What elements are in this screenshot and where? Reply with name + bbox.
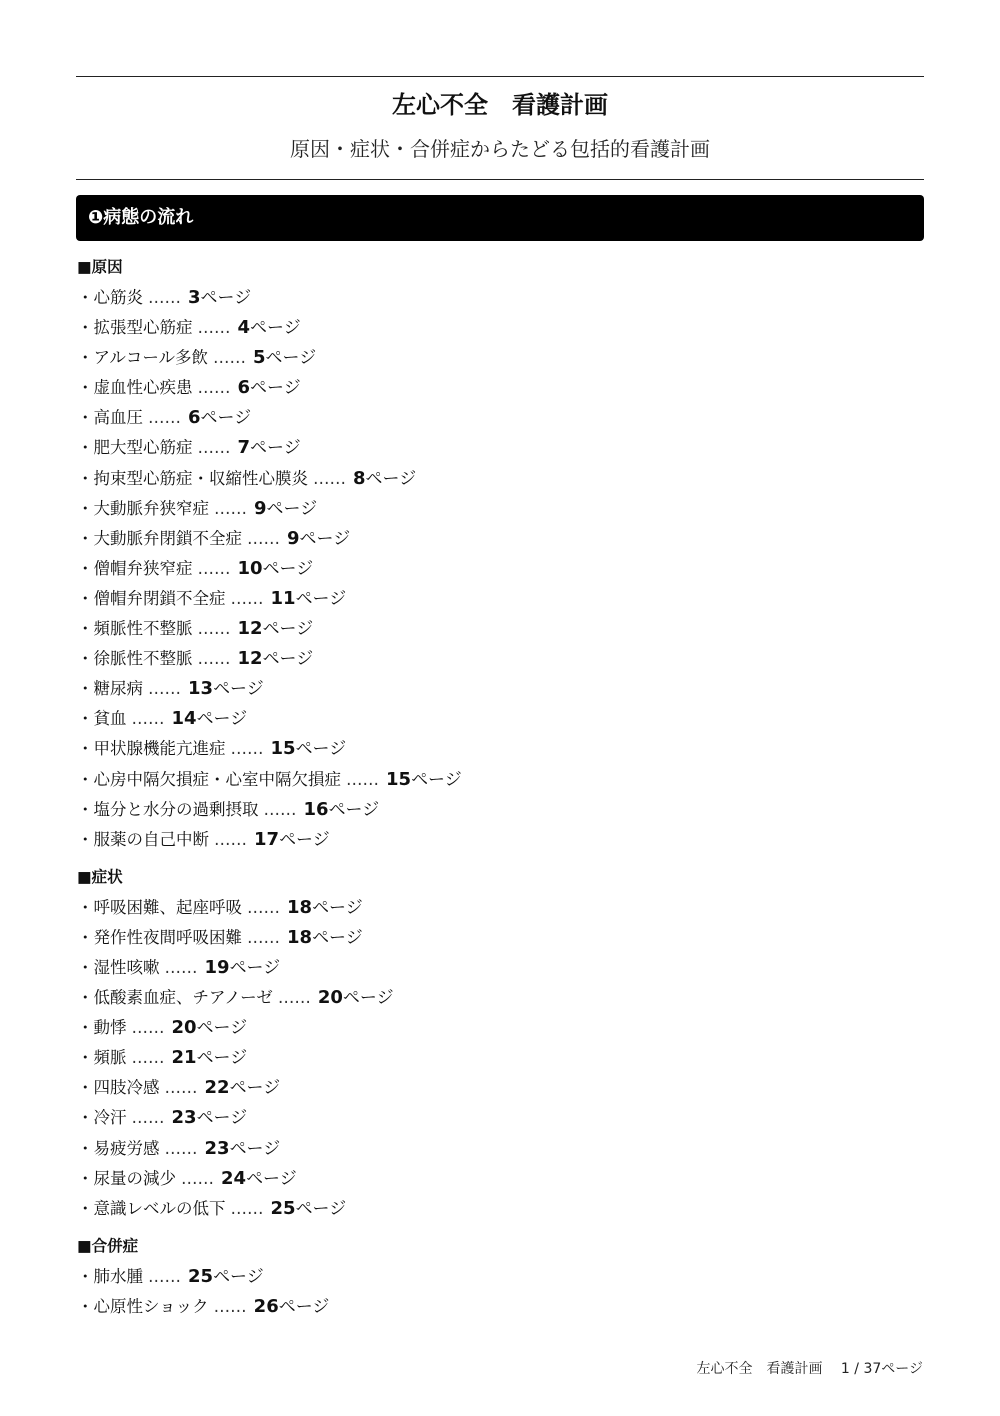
entry-label: アルコール多飲: [93, 348, 209, 368]
page-number: 18: [287, 896, 313, 918]
page-suffix: ページ: [229, 1078, 281, 1099]
toc-entry: [77, 313, 923, 343]
entry-label: 易疲労感: [93, 1138, 160, 1158]
toc-group: [77, 867, 923, 1224]
section-heading-bar: [76, 195, 924, 241]
list-bullet: ・: [77, 588, 94, 608]
page-reference[interactable]: [205, 1139, 281, 1159]
page-suffix: ページ: [196, 709, 248, 730]
toc-entry: [77, 1292, 923, 1322]
page-reference[interactable]: [172, 709, 248, 729]
toc-entry: [77, 464, 923, 494]
page-number: 13: [188, 678, 214, 700]
list-bullet: ・: [77, 1198, 94, 1218]
entry-label: 拡張型心筋症: [93, 318, 193, 338]
toc-entry: [77, 403, 923, 433]
dot-leader: ……: [148, 679, 181, 699]
dot-leader: ……: [214, 498, 247, 518]
dot-leader: ……: [197, 378, 231, 398]
entry-label: 心房中隔欠損症・心室中隔欠損症: [93, 769, 341, 789]
page-suffix: ページ: [196, 1108, 248, 1129]
page-reference[interactable]: [238, 318, 301, 338]
dot-leader: ……: [277, 988, 311, 1008]
toc-entry: [77, 524, 923, 554]
page-number: 23: [204, 1137, 230, 1159]
page-suffix: ページ: [295, 1198, 347, 1219]
dot-leader: ……: [148, 408, 181, 428]
toc-entry: [77, 614, 923, 644]
page-number: 18: [287, 926, 313, 948]
group-heading: ■原因: [77, 258, 123, 276]
page-number: 25: [270, 1197, 296, 1219]
page-suffix: ページ: [229, 1138, 281, 1159]
entry-label: 貧血: [93, 709, 127, 729]
page-number: 3: [188, 287, 201, 308]
entry-label: 心原性ショック: [93, 1296, 209, 1316]
list-bullet: ・: [77, 739, 94, 759]
dot-leader: ……: [131, 1108, 165, 1128]
document-title: 左心不全 看護計画: [392, 91, 608, 119]
toc-entry: [77, 343, 923, 373]
list-bullet: ・: [77, 897, 94, 917]
list-bullet: ・: [77, 619, 94, 639]
dot-leader: ……: [213, 1296, 247, 1316]
dot-leader: ……: [164, 1078, 198, 1098]
page-reference[interactable]: [221, 1169, 297, 1189]
list-bullet: ・: [77, 528, 94, 548]
entry-label: 頻脈: [93, 1048, 127, 1068]
page-reference[interactable]: [172, 1108, 248, 1128]
page-suffix: ページ: [328, 799, 380, 820]
list-bullet: ・: [77, 1018, 94, 1038]
page-suffix: ページ: [265, 348, 317, 369]
dot-leader: ……: [131, 1018, 165, 1038]
entry-label: 僧帽弁閉鎖不全症: [93, 588, 226, 608]
page-number: 22: [204, 1077, 230, 1099]
dot-leader: ……: [197, 619, 231, 639]
page-reference[interactable]: [205, 1078, 281, 1098]
toc-entry: [77, 704, 923, 734]
entry-label: 塩分と水分の過剰摂取: [93, 799, 259, 819]
page-reference[interactable]: [353, 469, 416, 489]
dot-leader: ……: [313, 468, 346, 488]
page-reference[interactable]: [172, 1018, 248, 1038]
header-divider: [76, 179, 924, 180]
page-number: 17: [254, 828, 280, 850]
page-number: 7: [237, 437, 251, 459]
page-reference[interactable]: [254, 830, 330, 850]
list-bullet: ・: [77, 378, 94, 398]
list-bullet: ・: [77, 829, 94, 849]
page-number: 21: [171, 1047, 197, 1069]
page-reference[interactable]: [287, 898, 363, 918]
list-bullet: ・: [77, 408, 94, 428]
page-number: 12: [237, 618, 263, 640]
toc-entry: [77, 373, 923, 403]
list-bullet: ・: [77, 1138, 94, 1158]
toc-entry: [77, 893, 923, 923]
dot-leader: ……: [213, 348, 247, 368]
page-number: 6: [188, 407, 201, 429]
entry-label: 肺水腫: [93, 1266, 143, 1286]
entry-label: 冷汗: [93, 1108, 127, 1128]
toc-entry: [77, 584, 923, 614]
page-reference[interactable]: [318, 988, 394, 1008]
page-number: 10: [237, 557, 263, 579]
page-suffix: ページ: [411, 769, 462, 790]
page-reference[interactable]: [188, 288, 251, 308]
page-suffix: ページ: [229, 957, 281, 978]
entry-label: 動悸: [93, 1018, 127, 1038]
toc-entry: [77, 734, 923, 764]
page-reference[interactable]: [287, 529, 350, 549]
page-reference[interactable]: [238, 649, 314, 669]
entry-label: 意識レベルの低下: [93, 1198, 226, 1218]
toc-entry: [77, 1103, 923, 1133]
page-reference[interactable]: [205, 958, 281, 978]
page-number: 15: [386, 768, 412, 790]
page-reference[interactable]: [253, 348, 316, 368]
dot-leader: ……: [214, 829, 247, 849]
page-suffix: ページ: [266, 498, 318, 519]
page-number: 9: [287, 527, 300, 549]
section-heading-text: ❶病態の流れ: [88, 207, 194, 228]
list-bullet: ・: [77, 1168, 94, 1188]
list-bullet: ・: [77, 288, 94, 307]
page-number: 20: [171, 1017, 197, 1039]
list-bullet: ・: [77, 438, 94, 458]
list-bullet: ・: [77, 348, 94, 368]
toc-entry: [77, 825, 923, 855]
toc-entry: [77, 1262, 923, 1292]
list-bullet: ・: [77, 679, 94, 699]
toc-entry: [77, 953, 923, 983]
toc-entry: [77, 795, 923, 825]
page-suffix: ページ: [278, 1296, 330, 1317]
toc-group: [77, 1236, 923, 1322]
page-number: 24: [221, 1167, 247, 1189]
page-suffix: ページ: [246, 1168, 297, 1189]
dot-leader: ……: [131, 1048, 165, 1068]
dot-leader: ……: [247, 897, 280, 917]
entry-label: 大動脈弁閉鎖不全症: [93, 528, 242, 548]
list-bullet: ・: [77, 988, 94, 1008]
page-suffix: ページ: [365, 468, 417, 489]
entry-label: 僧帽弁狭窄症: [93, 558, 193, 578]
list-bullet: ・: [77, 498, 94, 518]
entry-label: 糖尿病: [93, 679, 143, 699]
toc-entry: [77, 283, 923, 313]
page-reference[interactable]: [238, 559, 314, 579]
page-number: 25: [188, 1265, 214, 1287]
dot-leader: ……: [346, 769, 379, 789]
page-number: 12: [237, 648, 263, 670]
entry-label: 大動脈弁狭窄症: [93, 498, 209, 518]
entry-label: 虚血性心疾患: [93, 378, 193, 398]
list-bullet: ・: [77, 649, 94, 669]
dot-leader: ……: [197, 558, 231, 578]
page-number: 16: [303, 798, 329, 820]
toc-entry: [77, 765, 923, 795]
page-suffix: ページ: [262, 649, 314, 670]
page-footer: 左心不全 看護計画 1 / 37ページ: [696, 1361, 923, 1377]
top-rule: [76, 76, 924, 77]
page-suffix: ページ: [295, 588, 347, 609]
page-reference[interactable]: [172, 1048, 248, 1068]
toc-group: [77, 257, 923, 855]
toc-entry: [77, 1134, 923, 1164]
page-suffix: ページ: [250, 378, 301, 399]
dot-leader: ……: [230, 1198, 264, 1218]
page-reference[interactable]: [254, 499, 317, 519]
page-suffix: ページ: [213, 679, 264, 700]
page-suffix: ページ: [200, 408, 252, 429]
page-number: 20: [317, 987, 343, 1009]
entry-label: 心筋炎: [93, 288, 143, 307]
dot-leader: ……: [164, 1138, 198, 1158]
list-bullet: ・: [77, 1048, 94, 1068]
entry-label: 拘束型心筋症・収縮性心膜炎: [93, 468, 308, 488]
document-subtitle: 原因・症状・合併症からたどる包括的看護計画: [290, 137, 710, 161]
toc-entry: [77, 433, 923, 463]
list-bullet: ・: [77, 1266, 94, 1286]
entry-label: 湿性咳嗽: [93, 957, 160, 977]
entry-label: 頻脈性不整脈: [93, 619, 193, 639]
dot-leader: ……: [148, 1266, 181, 1286]
dot-leader: ……: [148, 288, 181, 307]
page-reference[interactable]: [238, 438, 301, 458]
toc-entry: [77, 554, 923, 584]
table-of-contents: [77, 253, 923, 1322]
toc-entry: [77, 1194, 923, 1224]
entry-label: 低酸素血症、チアノーゼ: [93, 988, 273, 1008]
dot-leader: ……: [263, 799, 297, 819]
dot-leader: ……: [197, 438, 231, 458]
page-reference[interactable]: [386, 770, 462, 790]
page-reference[interactable]: [188, 408, 251, 428]
toc-entry: [77, 1164, 923, 1194]
page-number: 19: [204, 956, 230, 978]
page-suffix: ページ: [196, 1048, 248, 1069]
page-suffix: ページ: [279, 829, 330, 850]
dot-leader: ……: [230, 588, 264, 608]
dot-leader: ……: [197, 318, 231, 338]
group-heading: ■合併症: [77, 1236, 139, 1255]
page-reference[interactable]: [188, 1267, 264, 1287]
entry-label: 肥大型心筋症: [93, 438, 193, 458]
page-number: 5: [253, 347, 266, 369]
page-suffix: ページ: [262, 619, 314, 640]
entry-label: 尿量の減少: [93, 1168, 176, 1188]
toc-entry: [77, 1013, 923, 1043]
entry-label: 発作性夜間呼吸困難: [93, 927, 242, 947]
dot-leader: ……: [197, 649, 231, 669]
list-bullet: ・: [77, 558, 94, 578]
toc-entry: [77, 644, 923, 674]
page-suffix: ページ: [196, 1018, 248, 1039]
toc-entry: [77, 1073, 923, 1103]
page-reference[interactable]: [287, 928, 363, 948]
dot-leader: ……: [247, 927, 280, 947]
entry-label: 徐脈性不整脈: [93, 649, 193, 669]
page-suffix: ページ: [342, 988, 394, 1009]
page-number: 23: [171, 1107, 197, 1129]
page-number: 8: [353, 467, 366, 489]
page-reference[interactable]: [304, 800, 380, 820]
page-reference[interactable]: [271, 739, 347, 759]
list-bullet: ・: [77, 799, 94, 819]
page-suffix: ページ: [200, 288, 252, 308]
list-bullet: ・: [77, 1296, 94, 1316]
dot-leader: ……: [247, 528, 280, 548]
list-bullet: ・: [77, 1078, 94, 1098]
page-reference[interactable]: [188, 679, 264, 699]
page-number: 14: [171, 708, 197, 730]
page-number: 6: [237, 377, 251, 399]
page-reference[interactable]: [238, 378, 301, 398]
page-reference[interactable]: [238, 619, 314, 639]
page-reference[interactable]: [254, 1297, 330, 1317]
list-bullet: ・: [77, 318, 94, 338]
dot-leader: ……: [164, 957, 198, 977]
toc-entry: [77, 1043, 923, 1073]
list-bullet: ・: [77, 927, 94, 947]
list-bullet: ・: [77, 957, 94, 977]
page-suffix: ページ: [262, 558, 314, 579]
page-number: 15: [270, 738, 296, 760]
page-suffix: ページ: [213, 1266, 264, 1287]
entry-label: 甲状腺機能亢進症: [93, 739, 226, 759]
toc-entry: [77, 983, 923, 1013]
page-suffix: ページ: [250, 438, 301, 459]
toc-entry: [77, 674, 923, 704]
list-bullet: ・: [77, 468, 94, 488]
entry-label: 高血圧: [93, 408, 143, 428]
dot-leader: ……: [230, 739, 264, 759]
page-number: 26: [253, 1295, 279, 1317]
page-number: 4: [237, 317, 251, 339]
page-number: 11: [270, 587, 296, 609]
page-number: 9: [254, 497, 267, 519]
group-heading: ■症状: [77, 867, 123, 886]
list-bullet: ・: [77, 1108, 94, 1128]
page-reference[interactable]: [271, 589, 347, 609]
entry-label: 呼吸困難、起座呼吸: [93, 897, 242, 917]
page-suffix: ページ: [312, 897, 363, 918]
page-suffix: ページ: [312, 927, 363, 948]
dot-leader: ……: [131, 709, 165, 729]
entry-label: 四肢冷感: [93, 1078, 160, 1098]
entry-label: 服薬の自己中断: [93, 829, 209, 849]
page-suffix: ページ: [299, 528, 351, 549]
toc-entry: [77, 494, 923, 524]
page-suffix: ページ: [250, 318, 301, 339]
dot-leader: ……: [181, 1168, 214, 1188]
page-suffix: ページ: [295, 739, 347, 760]
page-reference[interactable]: [271, 1199, 347, 1219]
list-bullet: ・: [77, 769, 94, 789]
list-bullet: ・: [77, 709, 94, 729]
toc-entry: [77, 923, 923, 953]
